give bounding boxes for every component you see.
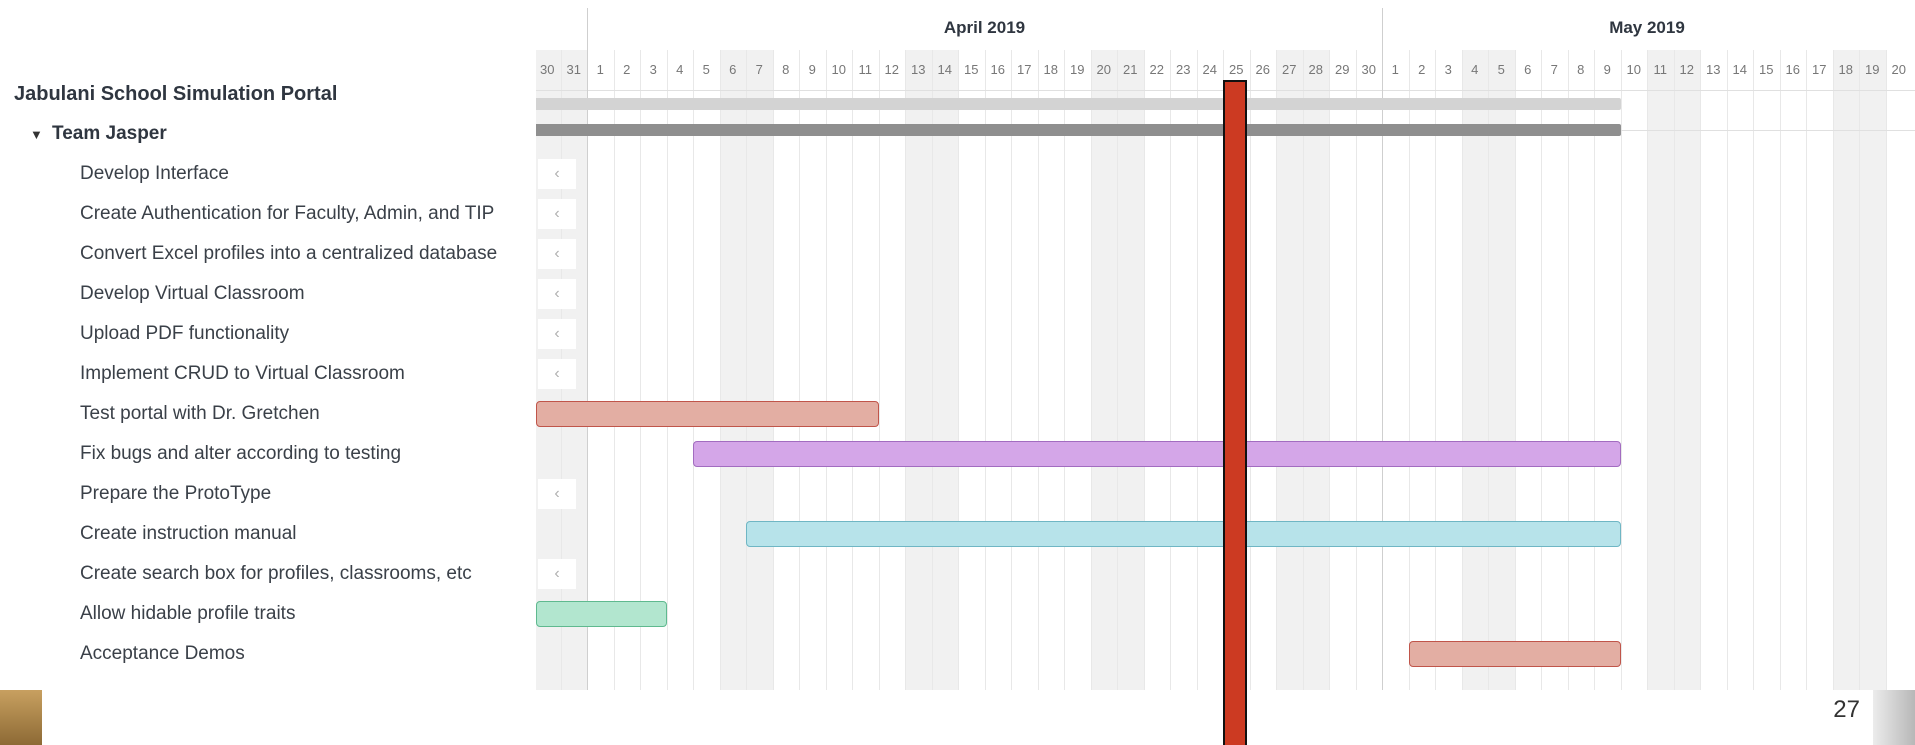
day-number: 6 — [729, 62, 737, 77]
task-row[interactable] — [0, 234, 616, 274]
day-number: 30 — [1361, 62, 1376, 77]
day-number: 24 — [1202, 62, 1217, 77]
day-number: 27 — [1282, 62, 1297, 77]
day-column — [799, 50, 827, 690]
task-row[interactable] — [0, 154, 616, 194]
day-column — [1329, 50, 1357, 690]
chevron-left-icon[interactable]: ‹ — [538, 279, 576, 309]
day-column — [720, 50, 748, 690]
day-column — [1833, 50, 1861, 690]
slide-corner-decoration-left — [0, 690, 42, 745]
day-column — [614, 50, 642, 690]
day-number: 11 — [1653, 62, 1667, 77]
task-label: Fix bugs and alter according to testing — [80, 443, 402, 464]
day-column — [826, 50, 854, 690]
day-number: 11 — [858, 62, 872, 77]
day-number: 3 — [649, 62, 657, 77]
slide-page-number: 27 — [1833, 696, 1860, 723]
day-column — [1727, 50, 1755, 690]
task-row[interactable] — [0, 354, 616, 394]
day-number: 17 — [1812, 62, 1827, 77]
day-number: 14 — [1732, 62, 1747, 77]
day-number: 19 — [1070, 62, 1085, 77]
day-number: 20 — [1096, 62, 1111, 77]
task-row[interactable] — [0, 634, 616, 674]
day-column — [1117, 50, 1145, 690]
day-number: 9 — [808, 62, 816, 77]
task-row[interactable] — [0, 274, 616, 314]
task-label: Implement CRUD to Virtual Classroom — [80, 363, 405, 384]
day-number: 3 — [1444, 62, 1452, 77]
group-summary-bar[interactable] — [536, 124, 1621, 136]
day-column — [1541, 50, 1569, 690]
today-marker[interactable] — [1223, 80, 1247, 745]
day-number: 16 — [1785, 62, 1800, 77]
task-label: Allow hidable profile traits — [80, 603, 296, 624]
day-number: 1 — [596, 62, 604, 77]
day-column — [1594, 50, 1622, 690]
day-column — [932, 50, 960, 690]
task-row[interactable] — [0, 554, 616, 594]
task-label: Upload PDF functionality — [80, 323, 290, 344]
day-number: 20 — [1891, 62, 1906, 77]
chevron-left-icon[interactable]: ‹ — [538, 239, 576, 269]
day-column — [1409, 50, 1437, 690]
task-row[interactable] — [0, 474, 616, 514]
day-number: 13 — [911, 62, 926, 77]
day-number: 26 — [1255, 62, 1270, 77]
task-bar[interactable] — [536, 401, 879, 427]
day-number: 2 — [1418, 62, 1426, 77]
task-row[interactable] — [0, 194, 616, 234]
day-number: 21 — [1123, 62, 1138, 77]
day-column — [1753, 50, 1781, 690]
day-number: 14 — [937, 62, 952, 77]
day-column — [1568, 50, 1596, 690]
task-label: Test portal with Dr. Gretchen — [80, 403, 320, 424]
chevron-left-icon[interactable]: ‹ — [538, 559, 576, 589]
month-divider — [1382, 8, 1383, 690]
task-list-panel — [0, 0, 536, 690]
day-column — [1859, 50, 1887, 690]
day-number: 13 — [1706, 62, 1721, 77]
day-number: 18 — [1838, 62, 1853, 77]
day-column — [1435, 50, 1463, 690]
day-number: 10 — [831, 62, 846, 77]
day-number: 9 — [1603, 62, 1611, 77]
month-header — [536, 8, 1915, 48]
day-column — [1621, 50, 1649, 690]
day-number: 6 — [1524, 62, 1532, 77]
day-column — [773, 50, 801, 690]
day-column — [746, 50, 774, 690]
task-row[interactable] — [0, 314, 616, 354]
day-column — [1886, 50, 1914, 690]
task-bar[interactable] — [536, 601, 667, 627]
day-column — [985, 50, 1013, 690]
task-row[interactable] — [0, 394, 616, 434]
day-column — [1647, 50, 1675, 690]
day-number: 1 — [1391, 62, 1399, 77]
day-column — [587, 50, 615, 690]
day-number: 7 — [1550, 62, 1558, 77]
month-label: May 2019 — [1609, 18, 1685, 37]
day-column — [1674, 50, 1702, 690]
day-number: 2 — [623, 62, 631, 77]
day-number: 10 — [1626, 62, 1641, 77]
project-row[interactable] — [0, 74, 550, 114]
day-column — [1462, 50, 1490, 690]
day-number: 30 — [540, 62, 555, 77]
day-number: 18 — [1043, 62, 1058, 77]
task-row[interactable] — [0, 434, 616, 474]
day-column — [905, 50, 933, 690]
task-bar[interactable] — [1409, 641, 1621, 667]
day-column — [1382, 50, 1410, 690]
day-column — [958, 50, 986, 690]
day-number: 23 — [1176, 62, 1191, 77]
day-column — [1780, 50, 1808, 690]
task-label: Develop Interface — [80, 163, 229, 184]
day-number: 5 — [1497, 62, 1505, 77]
day-column — [1303, 50, 1331, 690]
day-column — [1700, 50, 1728, 690]
month-label: April 2019 — [943, 18, 1026, 37]
day-column — [1515, 50, 1543, 690]
slide-corner-decoration-right — [1873, 690, 1915, 745]
day-number: 25 — [1229, 62, 1244, 77]
day-column — [693, 50, 721, 690]
day-column — [879, 50, 907, 690]
chevron-left-icon[interactable]: ‹ — [538, 479, 576, 509]
task-label: Create Authentication for Faculty, Admin, and TIP — [80, 203, 495, 224]
day-number: 15 — [1759, 62, 1774, 77]
day-column — [852, 50, 880, 690]
day-number: 28 — [1308, 62, 1323, 77]
day-number: 8 — [782, 62, 790, 77]
task-bar[interactable] — [746, 521, 1621, 547]
day-number: 12 — [1679, 62, 1694, 77]
day-number: 5 — [702, 62, 710, 77]
day-column — [1144, 50, 1172, 690]
group-row[interactable] — [0, 114, 566, 154]
day-number: 17 — [1017, 62, 1032, 77]
task-label: Create search box for profiles, classrooms, etc — [80, 563, 472, 584]
task-bar[interactable] — [693, 441, 1621, 467]
task-row[interactable] — [0, 594, 616, 634]
task-label: Create instruction manual — [80, 523, 297, 544]
day-column — [1091, 50, 1119, 690]
chevron-left-icon[interactable]: ‹ — [538, 159, 576, 189]
day-column — [1197, 50, 1225, 690]
day-number: 31 — [566, 62, 581, 77]
task-label: Develop Virtual Classroom — [80, 283, 305, 304]
day-column — [640, 50, 668, 690]
day-column — [667, 50, 695, 690]
day-column — [1806, 50, 1834, 690]
caret-down-icon[interactable]: ▼ — [30, 127, 43, 142]
day-column — [1356, 50, 1384, 690]
day-column — [1170, 50, 1198, 690]
day-number: 15 — [964, 62, 979, 77]
task-label: Convert Excel profiles into a centralized database — [80, 243, 498, 264]
task-label: Prepare the ProtoType — [80, 483, 272, 504]
task-row[interactable] — [0, 514, 616, 554]
day-number: 4 — [676, 62, 684, 77]
day-number: 7 — [755, 62, 763, 77]
project-summary-bar[interactable] — [536, 98, 1621, 110]
day-number: 12 — [884, 62, 899, 77]
day-number: 4 — [1471, 62, 1479, 77]
day-column — [1011, 50, 1039, 690]
chevron-left-icon[interactable]: ‹ — [538, 359, 576, 389]
chevron-left-icon[interactable]: ‹ — [538, 199, 576, 229]
day-column — [1488, 50, 1516, 690]
day-number: 19 — [1865, 62, 1880, 77]
day-column — [1250, 50, 1278, 690]
project-name: Jabulani School Simulation Portal — [14, 83, 338, 105]
month-divider — [587, 8, 588, 690]
day-number: 22 — [1149, 62, 1164, 77]
chevron-left-icon[interactable]: ‹ — [538, 319, 576, 349]
day-column — [1064, 50, 1092, 690]
group-name: Team Jasper — [52, 123, 167, 144]
day-column — [1038, 50, 1066, 690]
day-number: 8 — [1577, 62, 1585, 77]
day-number: 29 — [1335, 62, 1350, 77]
task-label: Acceptance Demos — [80, 643, 245, 664]
day-column — [1276, 50, 1304, 690]
day-number: 16 — [990, 62, 1005, 77]
